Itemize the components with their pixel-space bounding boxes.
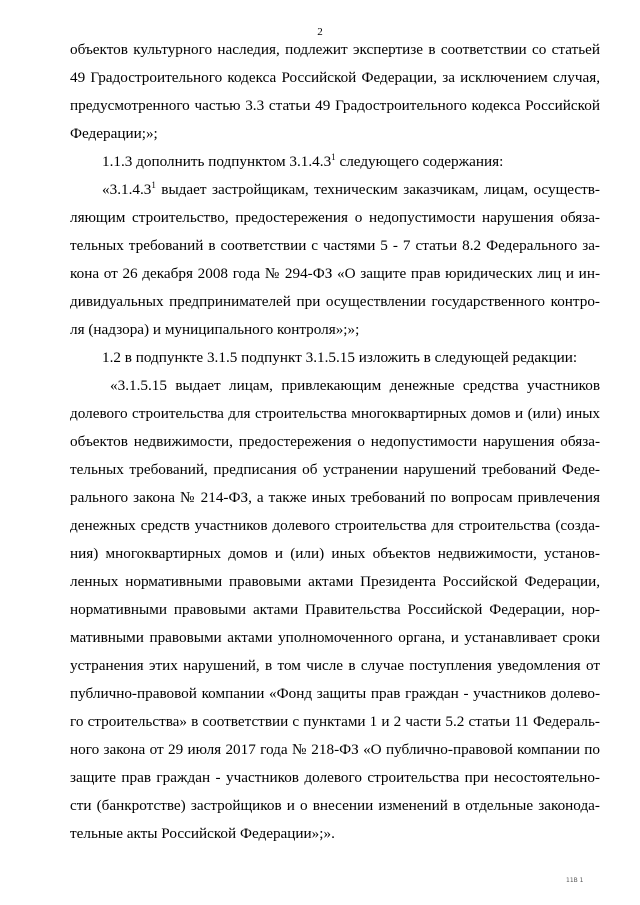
- text-line: ляющим строительство, предостережения о недопустимости нарушения обяза-: [70, 209, 600, 226]
- text-line: ленных нормативными правовыми актами Президента Российской Федерации,: [70, 573, 600, 590]
- text-line: тельных требований, предписания об устранении нарушений требований Феде-: [70, 461, 600, 478]
- text-line: мативными правовыми актами уполномоченного органа, и устанавливает сроки: [70, 629, 600, 646]
- text-line: го строительства» в соответствии с пунктами 1 и 2 части 5.2 статьи 11 Федераль-: [70, 713, 600, 730]
- text-line: ля (надзора) и муниципального контроля»;»;: [70, 321, 360, 338]
- text-line: защите прав граждан - участников долевого строительства при несостоятельно-: [70, 769, 600, 786]
- text-line: денежных средств участников долевого строительства для строительства (созда-: [70, 517, 600, 534]
- text-line: объектов культурного наследия, подлежит экспертизе в соответствии со статьей: [70, 41, 600, 58]
- text-line: объектов недвижимости, предостережения о недопустимости нарушения обяза-: [70, 433, 600, 450]
- text-line: кона от 26 декабря 2008 года № 294-ФЗ «О защите прав юридических лиц и ин-: [70, 265, 600, 282]
- text-line: устранения этих нарушений, в том числе в случае поступления уведомления от: [70, 657, 600, 674]
- text-line: 49 Градостроительного кодекса Российской Федерации, за исключением случая,: [70, 69, 600, 86]
- page-number: 2: [317, 26, 323, 38]
- text-line: ного закона от 29 июля 2017 года № 218-ФЗ «О публично-правовой компании по: [70, 741, 600, 758]
- text-line: «3.1.5.15 выдает лицам, привлекающим денежные средства участников: [110, 377, 600, 394]
- text-line: 1.2 в подпункте 3.1.5 подпункт 3.1.5.15 изложить в следующей редакции:: [102, 349, 578, 366]
- text-line: нормативными правовыми актами Правительства Российской Федерации, нор-: [70, 601, 600, 618]
- text-line: дивидуальных предпринимателей при осуществлении государственного контро-: [70, 293, 600, 310]
- text-fragment: 1.1.3 дополнить подпунктом 3.1.4.3: [102, 153, 332, 170]
- text-line: долевого строительства для строительства многоквартирных домов и (или) иных: [70, 405, 600, 422]
- text-fragment: «3.1.4.3: [102, 181, 152, 198]
- text-line: сти (банкротстве) застройщиков и о внесении изменений в отдельные законода-: [70, 797, 600, 814]
- text-line: ния) многоквартирных домов и (или) иных объектов недвижимости, установ-: [70, 545, 600, 562]
- text-line: рального закона № 214-ФЗ, а также иных требований по вопросам привлечения: [70, 489, 600, 506]
- text-line: [102, 181, 600, 199]
- text-line: Федерации;»;: [70, 125, 158, 142]
- text-fragment: выдает застройщикам, техническим заказчикам, лицам, осуществ-: [155, 181, 600, 198]
- footer-mark: 11В 1: [566, 877, 584, 884]
- text-line: [102, 153, 600, 171]
- text-line: предусмотренного частью 3.3 статьи 49 Градостроительного кодекса Российской: [70, 97, 600, 114]
- text-line: тельных требований в соответствии с частями 5 - 7 статьи 8.2 Федерального за-: [70, 237, 600, 254]
- text-line: тельные акты Российской Федерации»;».: [70, 825, 335, 842]
- superscript: 1: [151, 180, 156, 190]
- text-fragment: следующего содержания:: [335, 153, 504, 170]
- text-line: публично-правовой компании «Фонд защиты прав граждан - участников долево-: [70, 685, 600, 702]
- superscript: 1: [331, 152, 336, 162]
